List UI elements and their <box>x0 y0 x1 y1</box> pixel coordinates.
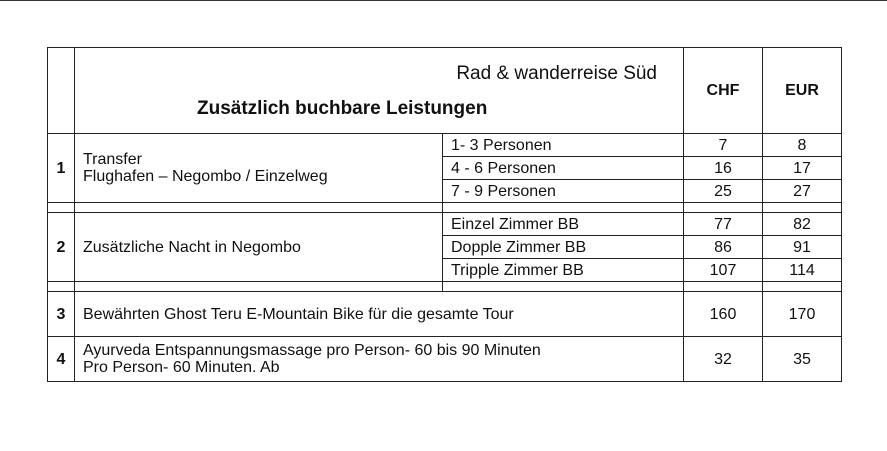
service-label-line: Pro Person- 60 Minuten. Ab <box>83 359 280 376</box>
row-number: 4 <box>48 337 75 382</box>
row-number: 3 <box>48 292 75 337</box>
option-label: 4 - 6 Personen <box>443 157 684 180</box>
spacer-cell <box>684 282 763 292</box>
price-eur: 91 <box>763 236 842 259</box>
service-label: Zusätzliche Nacht in Negombo <box>75 213 443 282</box>
spacer-row <box>48 203 842 213</box>
option-label: 7 - 9 Personen <box>443 180 684 203</box>
table-row <box>48 292 842 337</box>
header-row <box>48 48 842 134</box>
price-chf: 25 <box>684 180 763 203</box>
service-label <box>75 134 443 203</box>
price-chf: 32 <box>684 337 763 382</box>
spacer-cell <box>75 203 443 213</box>
price-chf: 160 <box>684 292 763 337</box>
option-label: Tripple Zimmer BB <box>443 259 684 282</box>
service-label <box>75 337 684 382</box>
price-eur: 114 <box>763 259 842 282</box>
service-label: Bewährten Ghost Teru E-Mountain Bike für die gesamte Tour <box>75 292 684 337</box>
price-chf: 77 <box>684 213 763 236</box>
row-number: 1 <box>48 134 75 203</box>
tour-subtitle: Rad & wanderreise Süd <box>456 63 657 84</box>
chf-column-header: CHF <box>684 48 763 134</box>
price-chf: 7 <box>684 134 763 157</box>
eur-column-header: EUR <box>763 48 842 134</box>
option-label: Einzel Zimmer BB <box>443 213 684 236</box>
price-eur: 8 <box>763 134 842 157</box>
spacer-cell <box>48 282 75 292</box>
price-eur: 17 <box>763 157 842 180</box>
spacer-cell <box>443 282 684 292</box>
price-eur: 27 <box>763 180 842 203</box>
service-label-line: Ayurveda Entspannungsmassage pro Person- 60 bis 90 Minuten <box>83 342 541 359</box>
price-eur: 35 <box>763 337 842 382</box>
table-row <box>48 213 842 236</box>
option-label: 1- 3 Personen <box>443 134 684 157</box>
title-cell <box>75 48 684 134</box>
services-price-table <box>47 47 842 382</box>
service-label-line: Flughafen – Negombo / Einzelweg <box>83 168 328 185</box>
price-eur: 82 <box>763 213 842 236</box>
spacer-cell <box>443 203 684 213</box>
spacer-row <box>48 282 842 292</box>
price-chf: 107 <box>684 259 763 282</box>
spacer-cell <box>763 282 842 292</box>
price-chf: 86 <box>684 236 763 259</box>
service-label-line: Transfer <box>83 151 142 168</box>
table-row <box>48 134 842 157</box>
table-row <box>48 337 842 382</box>
header-num-cell <box>48 48 75 134</box>
price-chf: 16 <box>684 157 763 180</box>
spacer-cell <box>48 203 75 213</box>
top-border-line <box>0 0 887 1</box>
row-number: 2 <box>48 213 75 282</box>
option-label: Dopple Zimmer BB <box>443 236 684 259</box>
spacer-cell <box>684 203 763 213</box>
price-eur: 170 <box>763 292 842 337</box>
page-title: Zusätzlich buchbare Leistungen <box>197 98 488 119</box>
spacer-cell <box>763 203 842 213</box>
spacer-cell <box>75 282 443 292</box>
